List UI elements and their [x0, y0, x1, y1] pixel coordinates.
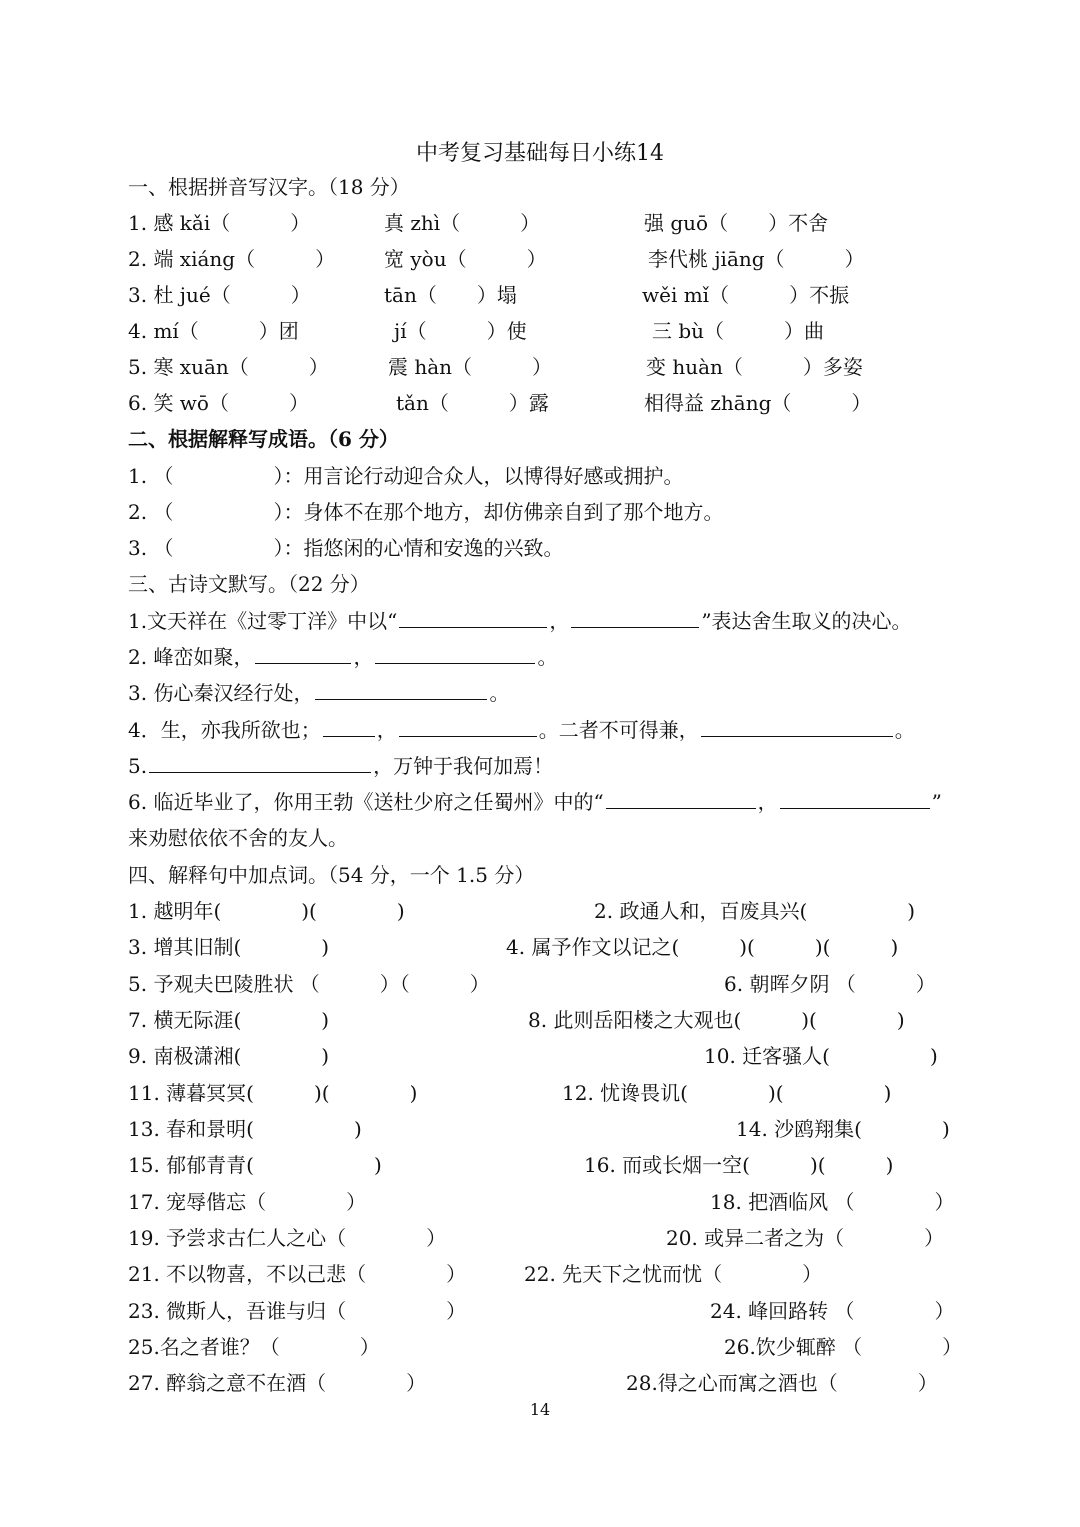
section-2-heading: 二、根据解释写成语。（6 分）: [128, 427, 399, 451]
pinyin-item: wěi mǐ（ ）不振: [642, 283, 850, 307]
explain-item: 1. 越明年( )( ): [128, 899, 405, 923]
pinyin-item: 三 bù（ ）曲: [652, 319, 825, 343]
poem-question-5: [128, 749, 958, 783]
answer-blank[interactable]: [399, 714, 537, 737]
explain-item: 19. 予尝求古仁人之心（ ）: [128, 1226, 447, 1250]
pinyin-item: 相得益 zhāng（ ）: [644, 391, 872, 415]
pinyin-row: [128, 350, 958, 384]
explain-row: [128, 1112, 958, 1146]
explain-item: 3. 增其旧制( ): [128, 935, 330, 959]
explain-item: 26.饮少辄醉 （ ）: [724, 1335, 963, 1359]
explain-item: 25.名之者谁？（ ）: [128, 1335, 380, 1359]
question-text: ”表达舍生取义的决心。: [701, 609, 912, 633]
explain-item: 14. 沙鸥翔集( ): [736, 1117, 950, 1141]
pinyin-row: [128, 206, 958, 240]
pinyin-item: 震 hàn（ ）: [388, 355, 553, 379]
pinyin-item: 1. 感 kǎi（ ）: [128, 211, 311, 235]
pinyin-item: 变 huàn（ ）多姿: [646, 355, 863, 379]
explain-row: [128, 930, 958, 964]
section-1-heading: 一、根据拼音写汉字。（18 分）: [128, 175, 410, 199]
explain-item: 8. 此则岳阳楼之大观也( )( ): [528, 1008, 905, 1032]
explain-row: [128, 1257, 958, 1291]
pinyin-row: [128, 278, 958, 312]
explain-item: 13. 春和景明( ): [128, 1117, 362, 1141]
explain-item: 16. 而或长烟一空( )( ): [584, 1153, 894, 1177]
pinyin-item: 3. 杜 jué（ ）: [128, 283, 311, 307]
explain-row: [128, 1294, 958, 1328]
explain-item: 5. 予观夫巴陵胜状 （ ）（ ）: [128, 972, 490, 996]
explain-row: [128, 894, 958, 928]
question-text: 。: [537, 645, 558, 669]
section-4-heading: 四、解释句中加点词。（54 分，一个 1.5 分）: [128, 863, 535, 887]
pinyin-row: [128, 386, 958, 420]
question-text: 1.文天祥在《过零丁洋》中以“: [128, 609, 398, 633]
explain-item: 10. 迁客骚人( ): [704, 1044, 938, 1068]
pinyin-item: 2. 端 xiáng（ ）: [128, 247, 336, 271]
question-text: 2. 峰峦如聚，: [128, 645, 254, 669]
explain-row: [128, 1039, 958, 1073]
explain-item: 2. 政通人和，百废具兴( ): [594, 899, 916, 923]
explain-item: 6. 朝晖夕阴 （ ）: [724, 972, 936, 996]
poem-question-2: [128, 640, 958, 674]
idiom-item: 1. （ ）：用言论行动迎合众人，以博得好感或拥护。: [128, 464, 684, 488]
question-text: 。: [489, 681, 510, 705]
pinyin-item: 宽 yòu（ ）: [384, 247, 547, 271]
explain-item: 9. 南极潇湘( ): [128, 1044, 330, 1068]
question-text: ，: [549, 609, 570, 633]
explain-item: 11. 薄暮冥冥( )( ): [128, 1081, 418, 1105]
poem-question-4: [128, 713, 958, 747]
answer-blank[interactable]: [701, 714, 893, 737]
poem-question-1: [128, 604, 958, 638]
explain-row: [128, 1003, 958, 1037]
answer-blank[interactable]: [323, 714, 375, 737]
pinyin-item: 6. 笑 wō（ ）: [128, 391, 309, 415]
explain-row: [128, 1076, 958, 1110]
answer-blank[interactable]: [399, 605, 547, 628]
explain-row: [128, 1221, 958, 1255]
answer-blank[interactable]: [255, 641, 351, 664]
answer-blank[interactable]: [149, 750, 371, 773]
pinyin-item: 5. 寒 xuān（ ）: [128, 355, 329, 379]
explain-row: [128, 1366, 958, 1400]
explain-item: 28.得之心而寓之酒也（ ）: [626, 1371, 938, 1395]
question-text: 4．生，亦我所欲也；: [128, 718, 321, 742]
pinyin-item: jí（ ）使: [394, 319, 527, 343]
explain-item: 7. 横无际涯( ): [128, 1008, 330, 1032]
answer-blank[interactable]: [780, 786, 930, 809]
pinyin-row: [128, 314, 958, 348]
answer-blank[interactable]: [315, 677, 487, 700]
page-number: 14: [529, 1400, 551, 1419]
explain-item: 4. 属予作文以记之( )( )( ): [506, 935, 899, 959]
explain-item: 27. 醉翁之意不在酒（ ）: [128, 1371, 427, 1395]
question-text: 5.: [128, 754, 148, 778]
pinyin-item: 李代桃 jiāng（ ）: [648, 247, 865, 271]
poem-question-6: [128, 785, 958, 819]
question-text: ，: [757, 790, 778, 814]
question-text: 。: [894, 718, 915, 742]
explain-item: 15. 郁郁青青( ): [128, 1153, 382, 1177]
explain-item: 21. 不以物喜，不以己悲（ ）: [128, 1262, 467, 1286]
page-title: 中考复习基础每日小练14: [416, 141, 664, 166]
poem-question-3: [128, 676, 958, 710]
explain-item: 22. 先天下之忧而忧（ ）: [524, 1262, 823, 1286]
idiom-item: 3. （ ）：指悠闲的心情和安逸的兴致。: [128, 536, 564, 560]
idiom-item: 2. （ ）：身体不在那个地方，却仿佛亲自到了那个地方。: [128, 500, 724, 524]
answer-blank[interactable]: [375, 641, 535, 664]
question-text: ，: [376, 718, 397, 742]
poem-question-6-cont: 来劝慰依依不舍的友人。: [128, 826, 348, 850]
question-text: 6. 临近毕业了，你用王勃《送杜少府之任蜀州》中的“: [128, 790, 604, 814]
explain-item: 18. 把酒临风 （ ）: [710, 1190, 955, 1214]
explain-row: [128, 1330, 963, 1364]
explain-row: [128, 1148, 958, 1182]
pinyin-item: 强 guō（ ）不舍: [644, 211, 829, 235]
question-text: ，万钟于我何加焉！: [373, 754, 554, 778]
explain-item: 24. 峰回路转 （ ）: [710, 1299, 955, 1323]
answer-blank[interactable]: [571, 605, 699, 628]
section-3-heading: 三、古诗文默写。（22 分）: [128, 572, 370, 596]
explain-item: 20. 或异二者之为（ ）: [666, 1226, 945, 1250]
question-text: 。二者不可得兼，: [538, 718, 699, 742]
answer-blank[interactable]: [606, 786, 756, 809]
explain-row: [128, 1185, 958, 1219]
pinyin-item: 4. mí（ ）团: [128, 319, 299, 343]
pinyin-item: tān（ ）塌: [384, 283, 517, 307]
explain-row: [128, 967, 958, 1001]
question-text: ，: [353, 645, 374, 669]
pinyin-item: 真 zhì（ ）: [384, 211, 541, 235]
explain-item: 17. 宠辱偕忘（ ）: [128, 1190, 367, 1214]
pinyin-item: tǎn（ ）露: [396, 391, 549, 415]
explain-item: 12. 忧谗畏讥( )( ): [562, 1081, 892, 1105]
pinyin-row: [128, 242, 958, 276]
question-text: ”: [931, 790, 942, 814]
explain-item: 23. 微斯人，吾谁与归（ ）: [128, 1299, 467, 1323]
question-text: 3. 伤心秦汉经行处，: [128, 681, 314, 705]
